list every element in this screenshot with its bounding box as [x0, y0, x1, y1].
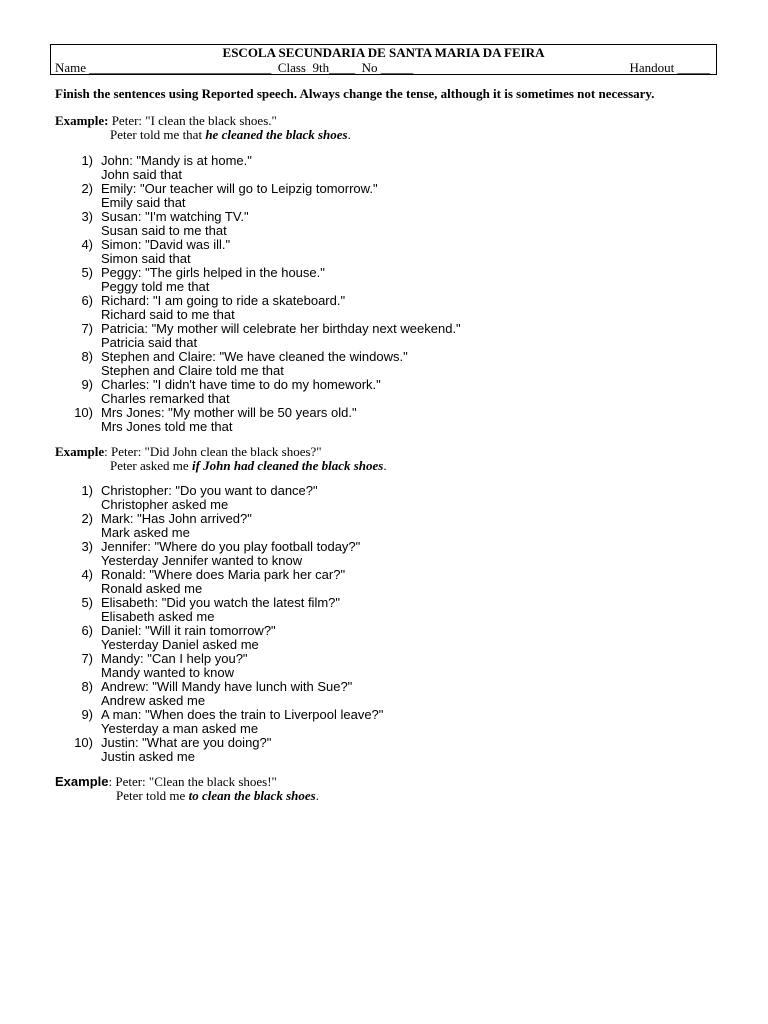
exercise-number: 10): [74, 405, 93, 420]
exercise-answer-stem[interactable]: Mandy wanted to know: [101, 665, 234, 680]
exercise-quote: Peggy: "The girls helped in the house.": [101, 265, 325, 280]
example-answer-suffix: .: [383, 458, 387, 473]
exercise-quote: Elisabeth: "Did you watch the latest film?": [101, 595, 341, 610]
exercise-number: 4): [81, 567, 93, 582]
exercise-quote: Mrs Jones: "My mother will be 50 years old.": [101, 405, 357, 420]
example-1: [55, 114, 351, 142]
exercise-answer-stem[interactable]: Elisabeth asked me: [101, 609, 215, 624]
exercise-number: 8): [81, 349, 93, 364]
example-answer-emphasis: to clean the black shoes: [188, 788, 316, 803]
example-answer-prefix: Peter told me: [116, 788, 189, 803]
exercise-quote: John: "Mandy is at home.": [101, 153, 252, 168]
exercise-quote: Patricia: "My mother will celebrate her birthday next weekend.": [101, 321, 461, 336]
exercise-quote: Emily: "Our teacher will go to Leipzig tomorrow.": [101, 181, 378, 196]
handout-field[interactable]: Handout _____: [629, 60, 710, 75]
exercise-number: 9): [81, 377, 93, 392]
exercise-answer-stem[interactable]: Mark asked me: [101, 525, 190, 540]
example-answer-emphasis: he cleaned the black shoes: [205, 127, 348, 142]
example-answer-suffix: .: [315, 788, 319, 803]
exercise-answer-stem[interactable]: Justin asked me: [101, 749, 195, 764]
exercise-number: 9): [81, 707, 93, 722]
example-answer-prefix: Peter told me that: [110, 127, 206, 142]
exercise-number: 2): [81, 511, 93, 526]
exercise-number: 10): [74, 735, 93, 750]
example-label: Example: [55, 444, 105, 459]
exercise-quote: A man: "When does the train to Liverpool leave?": [101, 707, 384, 722]
exercise-answer-stem[interactable]: Ronald asked me: [101, 581, 203, 596]
exercise-number: 1): [81, 153, 93, 168]
example-label: Example:: [55, 113, 109, 128]
exercise-quote: Mark: "Has John arrived?": [101, 511, 252, 526]
exercise-answer-stem[interactable]: Richard said to me that: [101, 307, 235, 322]
exercise-answer-stem[interactable]: Emily said that: [101, 195, 186, 210]
exercise-number: 6): [81, 293, 93, 308]
example-3: [55, 775, 319, 803]
exercise-number: 5): [81, 265, 93, 280]
exercise-answer-stem[interactable]: Andrew asked me: [101, 693, 206, 708]
example-label: Example: [55, 774, 109, 789]
exercise-number: 4): [81, 237, 93, 252]
exercise-answer-stem[interactable]: John said that: [101, 167, 182, 182]
exercise-quote: Christopher: "Do you want to dance?": [101, 483, 318, 498]
example-answer: [55, 789, 319, 803]
exercise-answer-stem[interactable]: Yesterday Daniel asked me: [101, 637, 259, 652]
exercise-answer-stem[interactable]: Simon said that: [101, 251, 191, 266]
exercise-quote: Simon: "David was ill.": [101, 237, 231, 252]
example-quote: : Peter: "Clean the black shoes!": [108, 774, 277, 789]
instruction-text: Finish the sentences using Reported speech. Always change the tense, although it is sometimes not necessary.: [55, 86, 655, 101]
example-2: [55, 445, 387, 473]
exercise-number: 7): [81, 321, 93, 336]
exercise-answer-stem[interactable]: Charles remarked that: [101, 391, 230, 406]
example-quote: Peter: "I clean the black shoes.": [108, 113, 277, 128]
exercise-number: 1): [81, 483, 93, 498]
exercise-quote: Daniel: "Will it rain tomorrow?": [101, 623, 276, 638]
header-box: [50, 44, 717, 75]
exercise-answer-stem[interactable]: Susan said to me that: [101, 223, 227, 238]
exercise-number: 8): [81, 679, 93, 694]
exercise-answer-stem[interactable]: Stephen and Claire told me that: [101, 363, 284, 378]
exercise-answer-stem[interactable]: Patricia said that: [101, 335, 198, 350]
name-class-number-fields[interactable]: Name ____________________________ Class 9th____ No _____: [55, 60, 414, 75]
exercise-number: 3): [81, 539, 93, 554]
exercise-quote: Mandy: "Can I help you?": [101, 651, 248, 666]
exercise-number: 3): [81, 209, 93, 224]
example-answer: [55, 128, 351, 142]
exercise-answer-stem[interactable]: Mrs Jones told me that: [101, 419, 233, 434]
exercise-number: 2): [81, 181, 93, 196]
exercise-quote: Richard: "I am going to ride a skateboard.": [101, 293, 346, 308]
exercise-quote: Jennifer: "Where do you play football today?": [101, 539, 361, 554]
school-title: ESCOLA SECUNDARIA DE SANTA MARIA DA FEIRA: [222, 45, 545, 60]
exercise-answer-stem[interactable]: Christopher asked me: [101, 497, 229, 512]
example-answer: [55, 459, 387, 473]
exercise-number: 6): [81, 623, 93, 638]
exercise-quote: Andrew: "Will Mandy have lunch with Sue?": [101, 679, 353, 694]
exercise-number: 7): [81, 651, 93, 666]
example-answer-suffix: .: [347, 127, 351, 142]
exercise-quote: Justin: "What are you doing?": [101, 735, 272, 750]
exercise-answer-stem[interactable]: Peggy told me that: [101, 279, 210, 294]
student-info-row: [55, 60, 710, 75]
exercise-quote: Ronald: "Where does Maria park her car?": [101, 567, 346, 582]
exercise-answer-stem[interactable]: Yesterday a man asked me: [101, 721, 259, 736]
exercise-number: 5): [81, 595, 93, 610]
exercise-quote: Charles: "I didn't have time to do my homework.": [101, 377, 381, 392]
exercise-answer-stem[interactable]: Yesterday Jennifer wanted to know: [101, 553, 303, 568]
exercise-quote: Susan: "I'm watching TV.": [101, 209, 249, 224]
exercise-quote: Stephen and Claire: "We have cleaned the windows.": [101, 349, 408, 364]
example-quote: : Peter: "Did John clean the black shoes?": [104, 444, 322, 459]
example-answer-prefix: Peter asked me: [110, 458, 192, 473]
example-answer-emphasis: if John had cleaned the black shoes: [191, 458, 384, 473]
